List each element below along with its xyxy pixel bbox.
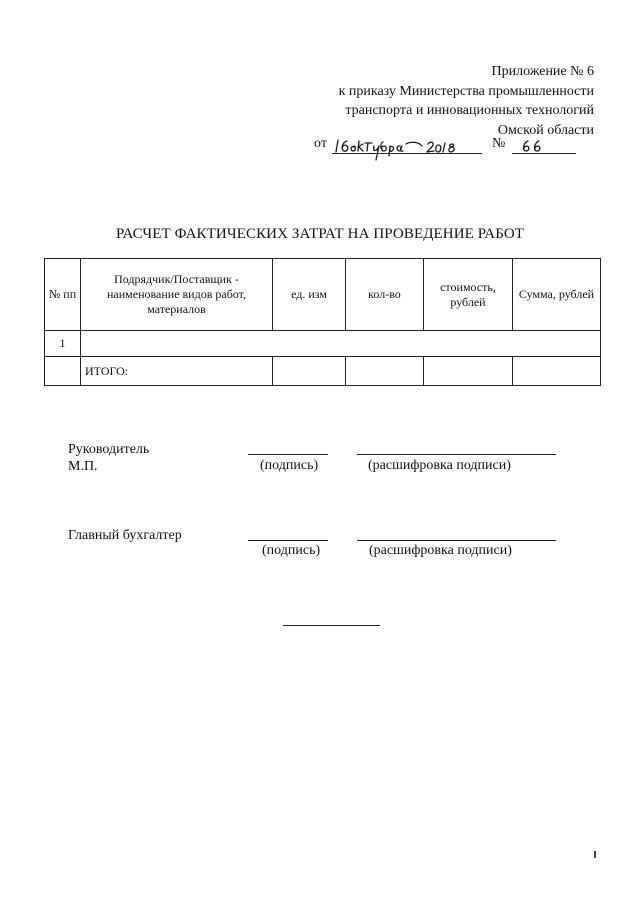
header-cost: стоимость, рублей <box>424 259 513 331</box>
accountant-signature-line <box>248 540 328 541</box>
accountant-signature-caption: (подпись) <box>262 543 321 558</box>
total-label: ИТОГО: <box>81 357 273 386</box>
scan-mark <box>594 851 596 858</box>
table-header-row <box>45 259 601 331</box>
document-title: РАСЧЕТ ФАКТИЧЕСКИХ ЗАТРАТ НА ПРОВЕДЕНИЕ РАБОТ <box>115 226 525 242</box>
stamp-label: М.П. <box>68 459 98 474</box>
head-signature-caption: (подпись) <box>260 458 319 473</box>
head-decoding-caption: (расшифровка подписи) <box>368 458 511 473</box>
total-sum-cell <box>513 357 601 386</box>
total-unit-cell <box>273 357 346 386</box>
header-unit: ед. изм <box>273 259 346 331</box>
header-quantity: кол-во <box>346 259 424 331</box>
appendix-number: Приложение № 6 <box>491 64 594 79</box>
appendix-region-line: Омской области <box>497 122 594 138</box>
footer-divider <box>283 625 380 626</box>
total-empty-cell <box>45 357 81 386</box>
total-quantity-cell <box>346 357 424 386</box>
accountant-decoding-caption: (расшифровка подписи) <box>369 543 512 558</box>
appendix-ministry-line: транспорта и инновационных технологий <box>345 103 594 118</box>
head-signature-line <box>248 454 328 455</box>
accountant-label: Главный бухгалтер <box>68 528 182 543</box>
table-row <box>45 331 601 357</box>
accountant-decoding-line <box>357 540 556 541</box>
head-decoding-line <box>357 454 556 455</box>
from-label: от <box>314 136 327 151</box>
row-empty-cell <box>81 331 601 357</box>
head-label: Руководитель <box>68 442 150 457</box>
row-number-cell: 1 <box>45 331 81 357</box>
appendix-header <box>294 62 594 140</box>
handwritten-date-and-number <box>314 132 594 162</box>
header-contractor: Подрядчик/Поставщик - наименование видов работ, материалов <box>81 259 273 331</box>
number-label: № <box>492 136 506 151</box>
appendix-order-line: к приказу Министерства промышленности <box>338 83 594 99</box>
header-number: № пп <box>45 259 81 331</box>
header-sum: Сумма, рублей <box>513 259 601 331</box>
total-cost-cell <box>424 357 513 386</box>
order-date-line <box>314 132 594 156</box>
costs-table <box>44 258 601 386</box>
table-total-row <box>45 357 601 386</box>
